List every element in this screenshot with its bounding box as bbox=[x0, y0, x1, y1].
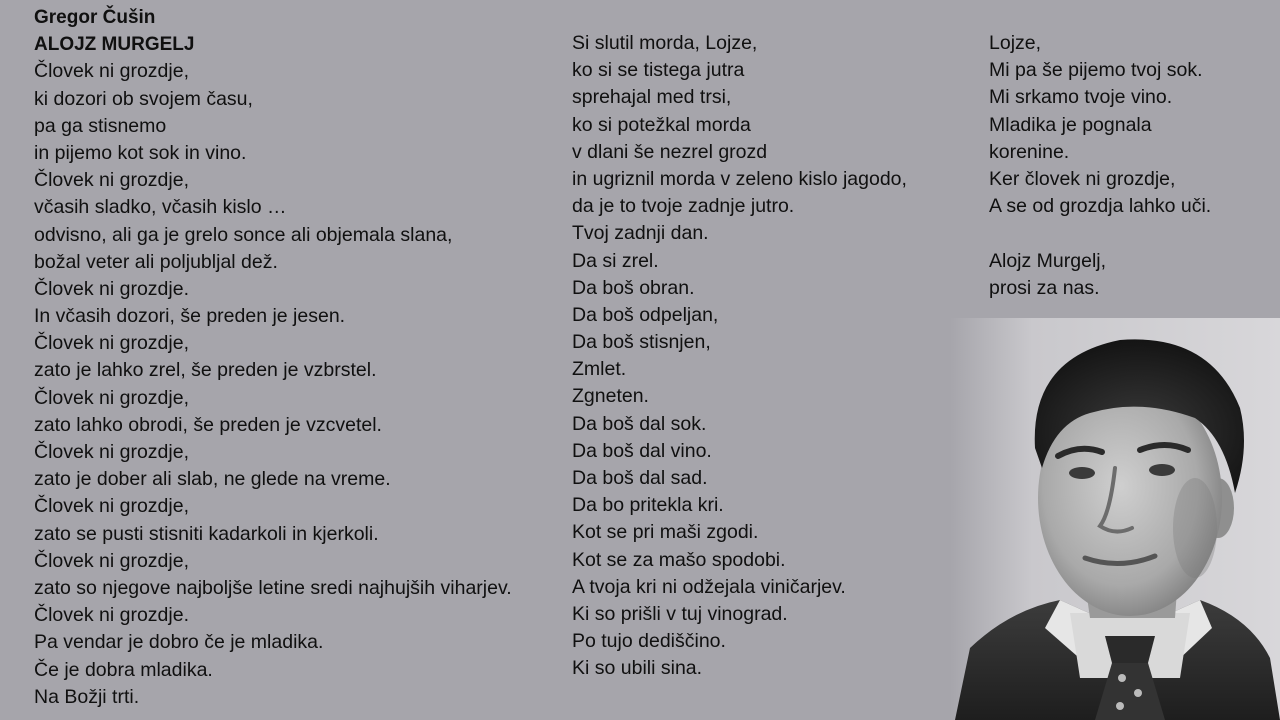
poem-line: Človek ni grozdje, bbox=[34, 332, 189, 355]
poem-line: Da boš dal sok. bbox=[572, 412, 707, 435]
poem-line: Pa vendar je dobro če je mladika. bbox=[34, 631, 324, 654]
poem-line: In včasih dozori, še preden je jesen. bbox=[34, 305, 346, 328]
poem-line: Mi srkamo tvoje vino. bbox=[989, 86, 1173, 109]
poem-column-2 bbox=[572, 30, 907, 683]
poem-line: Človek ni grozdje, bbox=[34, 441, 189, 463]
poem-line: Tvoj zadnji dan. bbox=[572, 222, 709, 245]
poem-line: zato je dober ali slab, ne glede na vreme. bbox=[34, 468, 391, 491]
poem-column-2-lines bbox=[572, 30, 907, 683]
portrait-illustration bbox=[950, 318, 1280, 720]
poem-line: zato je lahko zrel, še preden je vzbrstel. bbox=[34, 359, 377, 382]
poem-line: Človek ni grozdje, bbox=[34, 549, 189, 572]
poem-line: Da boš dal vino. bbox=[572, 439, 712, 462]
poem-line: Ki so prišli v tuj vinograd. bbox=[572, 602, 788, 625]
poem-line: Ker človek ni grozdje, bbox=[989, 167, 1176, 190]
poem-line: Da boš odpeljan, bbox=[572, 303, 719, 326]
poem-line: ko si potežkal morda bbox=[572, 113, 751, 136]
poem-title: ALOJZ MURGELJ bbox=[34, 34, 195, 56]
poem-line: Človek ni grozdje, bbox=[34, 495, 189, 518]
poem-line: odvisno, ali ga je grelo sonce ali objemala slana, bbox=[34, 223, 453, 246]
poem-line: ko si se tistega jutra bbox=[572, 59, 745, 82]
poem-line: v dlani še nezrel grozd bbox=[572, 140, 768, 163]
poem-line: Da boš stisnjen, bbox=[572, 331, 711, 354]
poem-line: zato se pusti stisniti kadarkoli in kjerkoli. bbox=[34, 522, 379, 545]
poem-line: Človek ni grozdje, bbox=[34, 169, 189, 192]
poem-line: da je to tvoje zadnje jutro. bbox=[572, 195, 795, 218]
poem-line: zato so njegove najboljše letine sredi najhujših viharjev. bbox=[34, 576, 512, 599]
poem-line: Da bo pritekla kri. bbox=[572, 494, 724, 517]
poem-line: Lojze, bbox=[989, 32, 1042, 54]
poem-line: A se od grozdja lahko uči. bbox=[989, 195, 1212, 218]
poem-line: Si slutil morda, Lojze, bbox=[572, 32, 758, 54]
poem-line: Ki so ubili sina. bbox=[572, 657, 703, 680]
poem-line: Da boš dal sad. bbox=[572, 467, 708, 489]
poem-line: Kot se za mašo spodobi. bbox=[572, 548, 786, 571]
poem-line: pa ga stisnemo bbox=[34, 114, 167, 137]
poem-line: prosi za nas. bbox=[989, 276, 1100, 299]
poem-line: Če je dobra mladika. bbox=[34, 658, 213, 681]
poem-line: A tvoja kri ni odžejala viničarjev. bbox=[572, 575, 846, 598]
poem-line: Človek ni grozdje. bbox=[34, 277, 189, 300]
poem-line: Alojz Murgelj, bbox=[989, 249, 1107, 272]
poem-line: Mi pa še pijemo tvoj sok. bbox=[989, 59, 1203, 82]
stanza-break bbox=[989, 220, 1211, 247]
poem-line: Da si zrel. bbox=[572, 249, 659, 272]
poem-line: Da boš obran. bbox=[572, 276, 695, 299]
poem-column-1-lines bbox=[34, 58, 512, 711]
poem-line: Človek ni grozdje, bbox=[34, 60, 189, 83]
poem-line: včasih sladko, včasih kislo … bbox=[34, 196, 287, 219]
poem-column-3 bbox=[989, 30, 1211, 302]
poem-line: Človek ni grozdje, bbox=[34, 386, 189, 409]
poem-column-3-lines bbox=[989, 30, 1211, 302]
poem-author: Gregor Čušin bbox=[34, 7, 156, 28]
poem-line: božal veter ali poljubljal dež. bbox=[34, 250, 278, 273]
poem-line: in ugriznil morda v zeleno kislo jagodo, bbox=[572, 167, 907, 190]
poem-line: Zmlet. bbox=[572, 358, 627, 381]
poem-line: Človek ni grozdje. bbox=[34, 604, 189, 627]
poem-line: Zgneten. bbox=[572, 385, 649, 408]
poem-line: sprehajal med trsi, bbox=[572, 86, 732, 109]
poem-line: in pijemo kot sok in vino. bbox=[34, 141, 247, 164]
poem-line: zato lahko obrodi, še preden je vzcvetel. bbox=[34, 413, 382, 436]
poem-line: ki dozori ob svojem času, bbox=[34, 87, 253, 110]
poem-column-1 bbox=[34, 4, 512, 711]
poem-line: Po tujo dediščino. bbox=[572, 630, 726, 653]
poem-line: korenine. bbox=[989, 140, 1070, 163]
portrait-photo bbox=[950, 318, 1280, 720]
poem-line: Na Božji trti. bbox=[34, 685, 140, 708]
poem-line: Kot se pri maši zgodi. bbox=[572, 521, 759, 544]
poem-line: Mladika je pognala bbox=[989, 113, 1152, 136]
